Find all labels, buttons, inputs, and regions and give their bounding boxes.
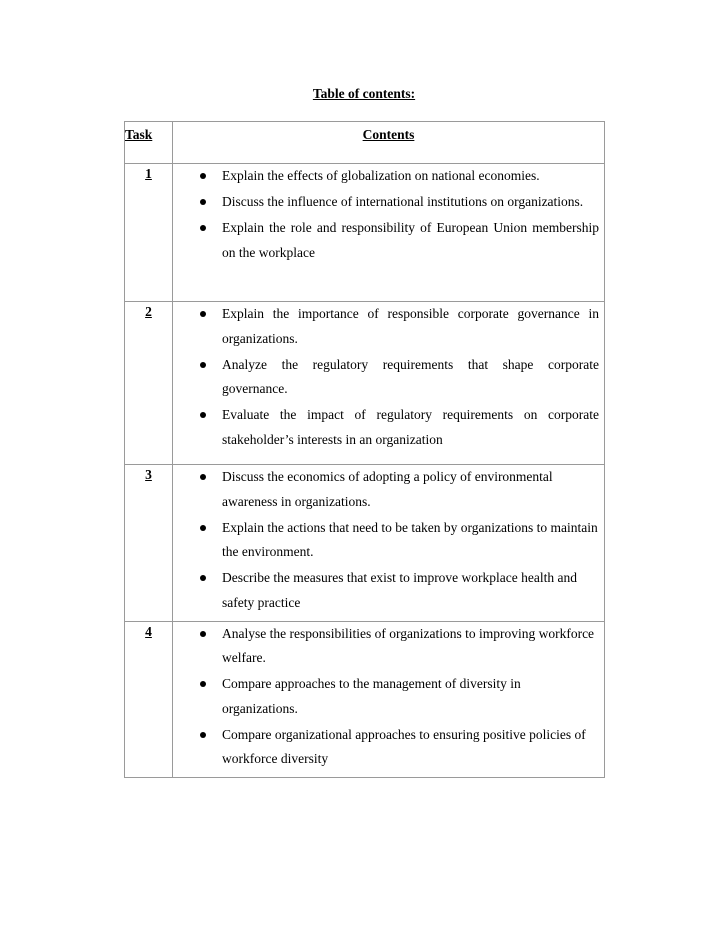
table-header-row — [125, 122, 605, 164]
list-item — [173, 566, 599, 615]
bullet-list — [173, 465, 604, 621]
bullet-icon — [200, 732, 206, 738]
list-item — [173, 403, 599, 452]
table-row — [125, 302, 605, 465]
contents-cell — [173, 465, 605, 622]
task-number: 1 — [125, 164, 173, 302]
list-item-text: Explain the effects of globalization on national economies. — [222, 168, 540, 183]
list-item — [173, 164, 599, 189]
bullet-list — [173, 622, 604, 778]
task-number: 4 — [125, 621, 173, 778]
list-item-text: Explain the importance of responsible corporate governance in organizations. — [222, 306, 599, 346]
list-item-text: Compare approaches to the management of diversity in organizations. — [222, 676, 521, 716]
bullet-icon — [200, 681, 206, 687]
list-item — [173, 622, 599, 671]
task-column-header: Task — [125, 122, 173, 164]
page-title: Table of contents: — [312, 86, 416, 101]
toc-table — [124, 121, 605, 778]
bullet-icon — [200, 311, 206, 317]
list-item-text: Explain the actions that need to be taken by organizations to maintain the environment. — [222, 519, 598, 559]
table-row — [125, 465, 605, 622]
list-item — [173, 672, 599, 721]
contents-cell — [173, 302, 605, 465]
bullet-icon — [200, 474, 206, 480]
list-item-text: Evaluate the impact of regulatory requirements on corporate stakeholder’s interests in an organization — [222, 407, 599, 447]
list-item-text: Explain the role and responsibility of European Union membership on the workplace — [222, 220, 599, 260]
contents-column-header: Contents — [173, 122, 605, 164]
list-item — [173, 216, 599, 265]
bullet-icon — [200, 362, 206, 368]
bullet-icon — [200, 525, 206, 531]
bullet-list — [173, 164, 604, 271]
bullet-list — [173, 302, 604, 458]
list-item-text: Describe the measures that exist to improve workplace health and safety practice — [222, 570, 578, 610]
list-item-text: Discuss the influence of international institutions on organizations. — [222, 194, 584, 209]
bullet-icon — [200, 412, 206, 418]
bullet-icon — [200, 575, 206, 581]
list-item-text: Analyse the responsibilities of organizations to improving workforce welfare. — [222, 625, 595, 665]
contents-cell — [173, 621, 605, 778]
table-row — [125, 621, 605, 778]
list-item — [173, 465, 599, 514]
list-item — [173, 353, 599, 402]
bullet-icon — [200, 631, 206, 637]
list-item — [173, 190, 599, 215]
task-number: 2 — [125, 302, 173, 465]
list-item — [173, 723, 599, 772]
bullet-icon — [200, 225, 206, 231]
list-item-text: Analyze the regulatory requirements that shape corporate governance. — [222, 356, 599, 396]
list-item — [173, 516, 599, 565]
list-item-text: Discuss the economics of adopting a policy of environmental awareness in organizations. — [222, 469, 553, 509]
task-number: 3 — [125, 465, 173, 622]
table-row — [125, 164, 605, 302]
list-item-text: Compare organizational approaches to ensuring positive policies of workforce diversity — [222, 726, 586, 766]
contents-cell — [173, 164, 605, 302]
list-item — [173, 302, 599, 351]
bullet-icon — [200, 173, 206, 179]
bullet-icon — [200, 199, 206, 205]
